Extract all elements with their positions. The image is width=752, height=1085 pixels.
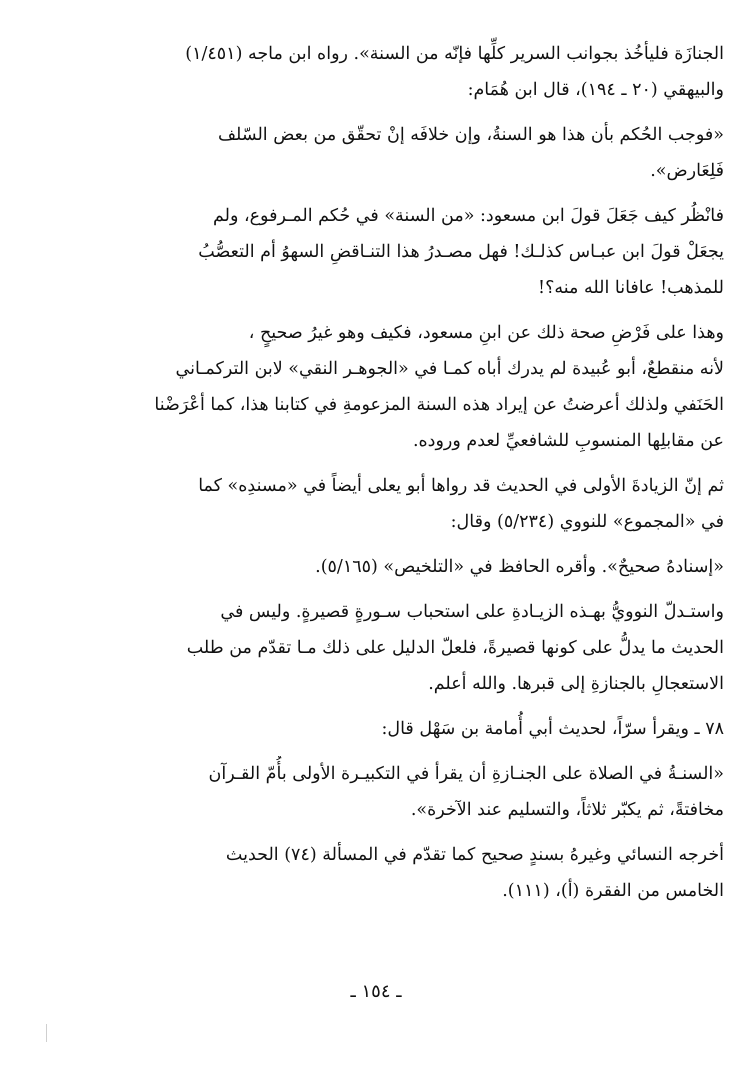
text-line: أخرجه النسائي وغيرهُ بسندٍ صحيح كما تقدّم في المسألة (٧٤) الحديث (225, 845, 724, 865)
text-line: مخافتةً، ثم يكبّر ثلاثاً، والتسليم عند الآخرة». (410, 800, 724, 820)
text-line: لأنه منقطعٌ، أبو عُبيدة لم يدرك أباه كمـا في «الجوهـر النقي» لابن التركمـاني (175, 359, 724, 379)
page-number: ـ ١٥٤ ـ (350, 981, 402, 1002)
paragraph-10 (48, 837, 724, 909)
paragraph-3 (48, 198, 724, 306)
paragraph-7 (48, 594, 724, 702)
text-line: فَلِعَارض». (650, 161, 724, 181)
text-line: عن مقابلِها المنسوبِ للشافعيِّ لعدم وروده. (412, 431, 724, 451)
page-body (48, 36, 724, 918)
text-line: «فوجب الحُكم بأن هذا هو السنةُ، وإن خلافَه إنْ تحقّق من بعض السّلف (217, 125, 724, 145)
text-line: الجنازَة فليأخُذ بجوانب السرير كلِّها فإنّه من السنة». رواه ابن ماجه (١/٤٥١) (185, 44, 724, 64)
text-line: الاستعجالِ بالجنازةِ إلى قبرها. والله أعلم. (428, 674, 724, 694)
paragraph-4 (48, 315, 724, 459)
text-line: في «المجموع» للنووي (٥/٢٣٤) وقال: (450, 512, 724, 532)
text-line: الخامس من الفقرة (أ)، (١١١). (502, 881, 724, 901)
paragraph-quote-sunnah (48, 756, 724, 828)
text-line: والبيهقي (٢٠ ـ ١٩٤)، قال ابن هُمَام: (467, 80, 724, 100)
text-line: واستـدلّ النوويُّ بهـذه الزيـادةِ على استحباب سـورةٍ قصيرةٍ. وليس في (220, 602, 724, 622)
text-line: ٧٨ ـ ويقرأ سرّاً، لحديث أبي أُمامة بن سَهْل قال: (381, 719, 724, 739)
text-line: فانْظُر كيف جَعَلَ قولَ ابن مسعود: «من السنة» في حُكم المـرفوع، ولم (212, 206, 724, 226)
text-line: وهذا على فَرْضِ صحة ذلك عن ابنِ مسعود، فكيف وهو غيرُ صحيحٍ ، (248, 323, 724, 343)
text-line: يجعَلْ قولَ ابن عبـاس كذلـك! فهل مصـدرُ هذا التنـاقضِ السهوُ أم التعصُّبُ (198, 242, 724, 262)
text-line: ثم إنّ الزيادةَ الأولى في الحديث قد رواها أبو يعلى أيضاً في «مسندِه» كما (198, 476, 724, 496)
paragraph-quote-ibn-humam (48, 117, 724, 189)
text-line: للمذهب! عافانا الله منه؟! (538, 278, 724, 298)
text-line: «إسنادهُ صحيحٌ». وأقره الحافظ في «التلخيص» (٥/١٦٥). (315, 557, 724, 577)
paragraph-1 (48, 36, 724, 108)
paragraph-quote-isnad (48, 549, 724, 585)
paragraph-5 (48, 468, 724, 540)
text-line: «السنـةُ في الصلاة على الجنـازةِ أن يقرأ في التكبيـرة الأولى بأُمّ القـرآن (208, 764, 724, 784)
text-line: الحَنَفي ولذلك أعرضتُ عن إيراد هذه السنة المزعومةِ في كتابنا هذا، كما أعْرَضْنا (154, 395, 724, 415)
text-line: الحديث ما يدلُّ على كونها قصيرةً، فلعلّ الدليل على ذلك مـا تقدّم من طلب (186, 638, 724, 658)
paragraph-issue-78 (48, 711, 724, 747)
scan-edge-mark (46, 1024, 47, 1042)
